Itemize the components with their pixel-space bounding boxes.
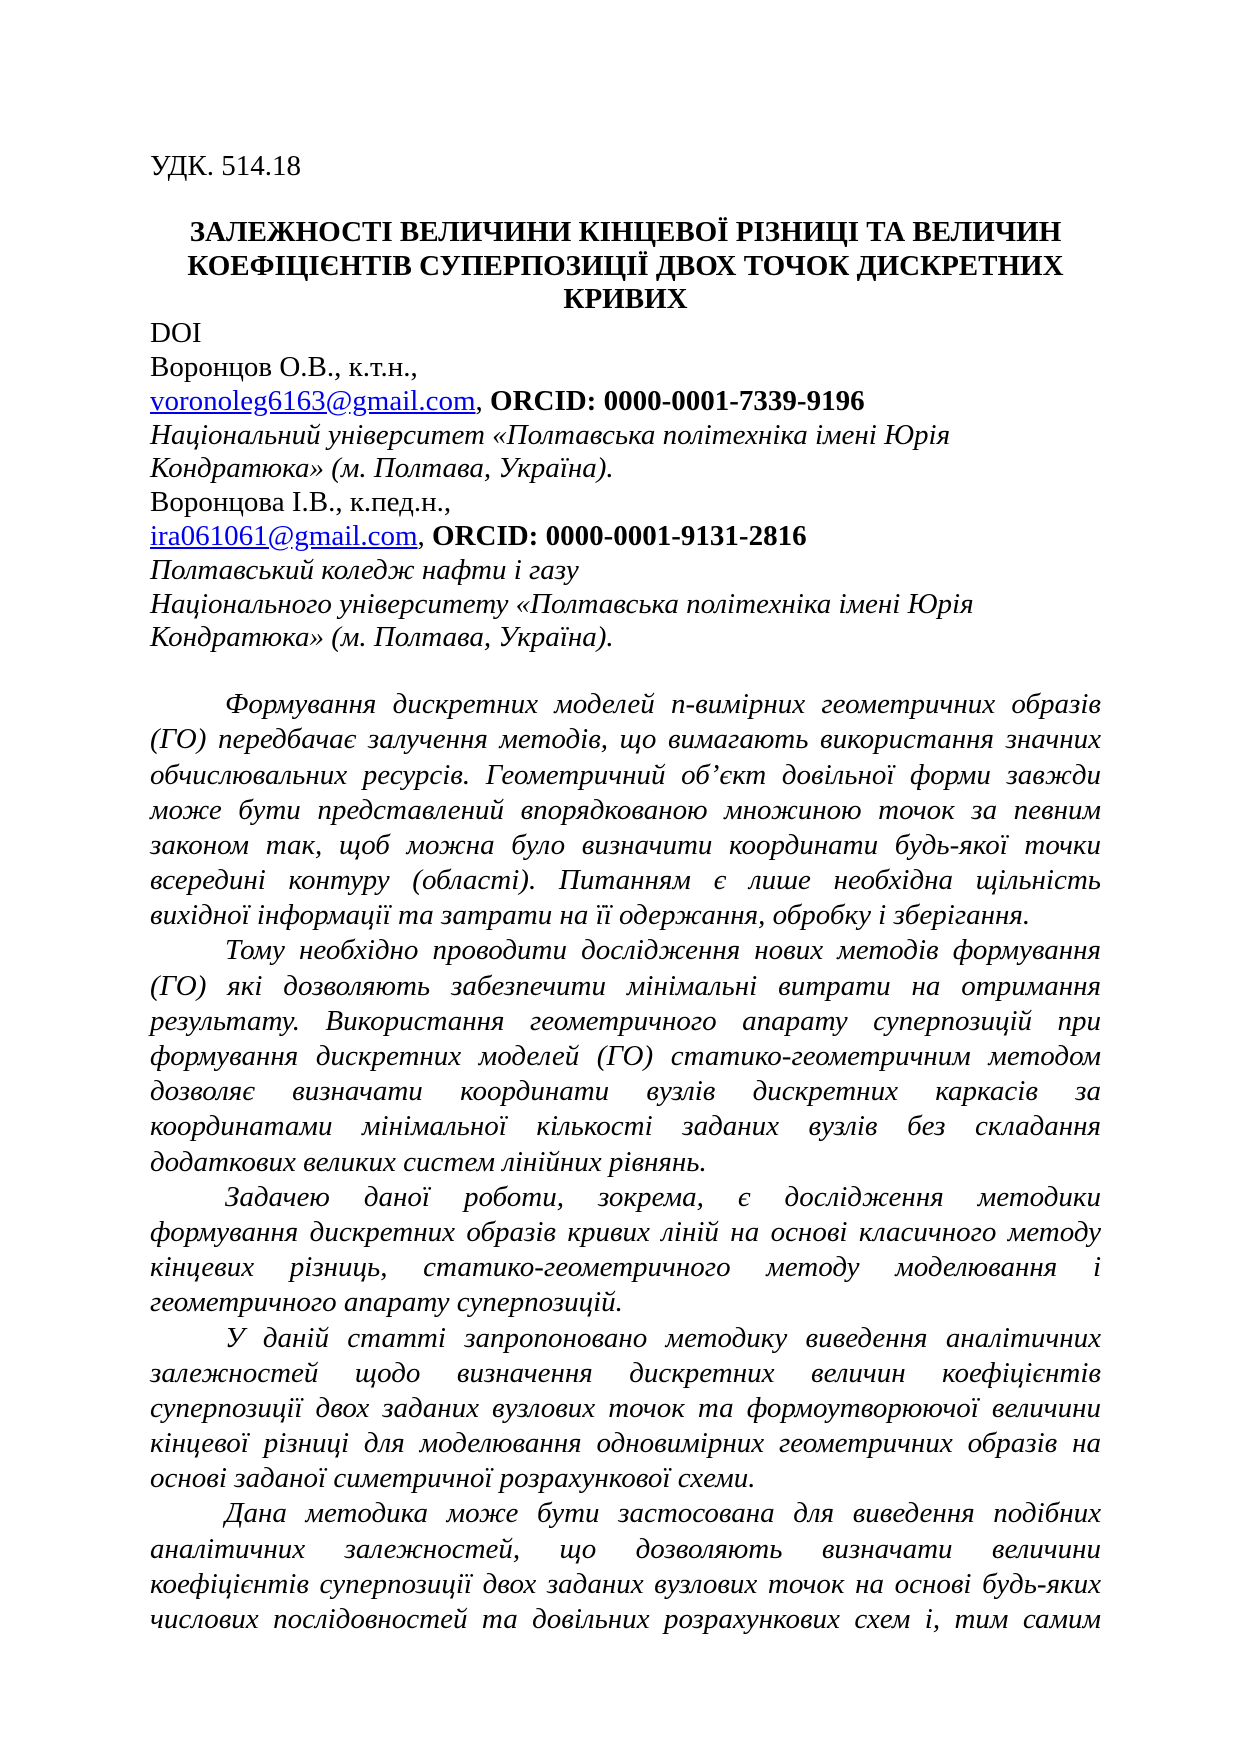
paragraph-line: залежностей щодо визначення дискретних величин коефіцієнтів xyxy=(150,1356,1101,1389)
paragraph-line: суперпозиції двох заданих вузлових точок та формоутворюючої величини xyxy=(150,1391,1101,1424)
paragraph-line: У даній статті запропоновано методику виведення аналітичних xyxy=(225,1321,1101,1354)
author-affiliation: Полтавський коледж нафти і газу xyxy=(150,553,579,586)
author-block xyxy=(150,351,1101,486)
paragraph-line: аналітичних залежностей, що дозволяють визначати величини xyxy=(150,1532,1101,1565)
title-line: ЗАЛЕЖНОСТІ ВЕЛИЧИНИ КІНЦЕВОЇ РІЗНИЦІ ТА ВЕЛИЧИН xyxy=(189,215,1062,248)
paragraph-line: (ГО) передбачає залучення методів, що вимагають використання значних xyxy=(150,723,1101,756)
title-line: КОЕФІЦІЄНТІВ СУПЕРПОЗИЦІЇ ДВОХ ТОЧОК ДИСКРЕТНИХ xyxy=(187,249,1064,282)
author-name: Воронцов О.В., к.т.н., xyxy=(150,350,418,383)
paragraph-line: всередині контуру (області). Питанням є лише необхідна щільність xyxy=(150,864,1101,897)
abstract-paragraph xyxy=(150,1180,1101,1321)
abstract-body xyxy=(150,687,1101,1637)
paragraph-line: коефіцієнтів суперпозиції двох заданих вузлових точок на основі будь-яких xyxy=(150,1567,1101,1600)
paragraph-line: обчислювальних ресурсів. Геометричний об’єкт довільної форми завжди xyxy=(150,758,1101,791)
abstract-paragraph xyxy=(150,933,1101,1179)
author-orcid: ORCID: 0000-0001-9131-2816 xyxy=(424,519,807,552)
author-orcid: ORCID: 0000-0001-7339-9196 xyxy=(482,384,865,417)
author-contact xyxy=(150,520,1101,554)
paragraph-line: результату. Використання геометричного апарату суперпозицій при xyxy=(150,1004,1101,1037)
paragraph-line: вихідної інформації та затрати на її одержання, обробку і зберігання. xyxy=(150,899,1031,932)
paragraph-line: кінцевих різниць, статико-геометричного методу моделювання і xyxy=(150,1251,1101,1284)
paragraph-line: геометричного апарату суперпозицій. xyxy=(150,1286,623,1319)
paragraph-line: може бути представлений впорядкованою множиною точок за певним xyxy=(150,793,1101,826)
paragraph-line: Формування дискретних моделей n-вимірних геометричних образів xyxy=(225,688,1101,721)
author-affiliation: Національний університет «Полтавська політехніка імені Юрія xyxy=(150,418,951,451)
paragraph-line: додаткових великих систем лінійних рівнянь. xyxy=(150,1145,707,1178)
paragraph-line: основі заданої симетричної розрахункової схеми. xyxy=(150,1462,756,1495)
email-separator: , xyxy=(475,384,483,417)
title-line: КРИВИХ xyxy=(563,283,688,316)
paragraph-line: законом так, щоб можна було визначити координати будь-якої точки xyxy=(150,828,1101,861)
udk-code: УДК. 514.18 xyxy=(150,150,301,182)
paragraph-line: формування дискретних моделей (ГО) статико-геометричним методом xyxy=(150,1040,1101,1073)
author-contact xyxy=(150,385,1101,419)
paragraph-line: формування дискретних образів кривих ліній на основі класичного методу xyxy=(150,1215,1101,1248)
author-email-link[interactable]: voronoleg6163@gmail.com xyxy=(150,384,476,417)
abstract-paragraph xyxy=(150,1496,1101,1637)
paragraph-line: Тому необхідно проводити дослідження нових методів формування xyxy=(225,934,1101,967)
paragraph-line: Задачею даної роботи, зокрема, є дослідження методики xyxy=(225,1180,1101,1213)
article-title xyxy=(150,216,1101,317)
author-affiliation: Національного університету «Полтавська політехніка імені Юрія xyxy=(150,587,974,620)
doi-label: DOI xyxy=(150,317,202,350)
document-page xyxy=(150,150,1101,1637)
email-separator: , xyxy=(417,519,425,552)
abstract-paragraph xyxy=(150,1321,1101,1497)
author-block xyxy=(150,486,1101,655)
author-affiliation: Кондратюка» (м. Полтава, Україна). xyxy=(150,452,614,485)
paragraph-line: числових послідовностей та довільних розрахункових схем і, тим самим xyxy=(150,1603,1101,1636)
author-name: Воронцова І.В., к.пед.н., xyxy=(150,486,452,519)
paragraph-line: Дана методика може бути застосована для виведення подібних xyxy=(225,1497,1101,1530)
paragraph-line: дозволяє визначати координати вузлів дискретних каркасів за xyxy=(150,1075,1101,1108)
paragraph-line: координатами мінімальної кількості заданих вузлів без складання xyxy=(150,1110,1101,1143)
author-affiliation: Кондратюка» (м. Полтава, Україна). xyxy=(150,621,614,654)
paragraph-line: (ГО) які дозволяють забезпечити мінімальні витрати на отримання xyxy=(150,969,1101,1002)
abstract-paragraph xyxy=(150,687,1101,933)
author-email-link[interactable]: ira061061@gmail.com xyxy=(150,519,418,552)
paragraph-line: кінцевої різниці для моделювання одновимірних геометричних образів на xyxy=(150,1427,1101,1460)
